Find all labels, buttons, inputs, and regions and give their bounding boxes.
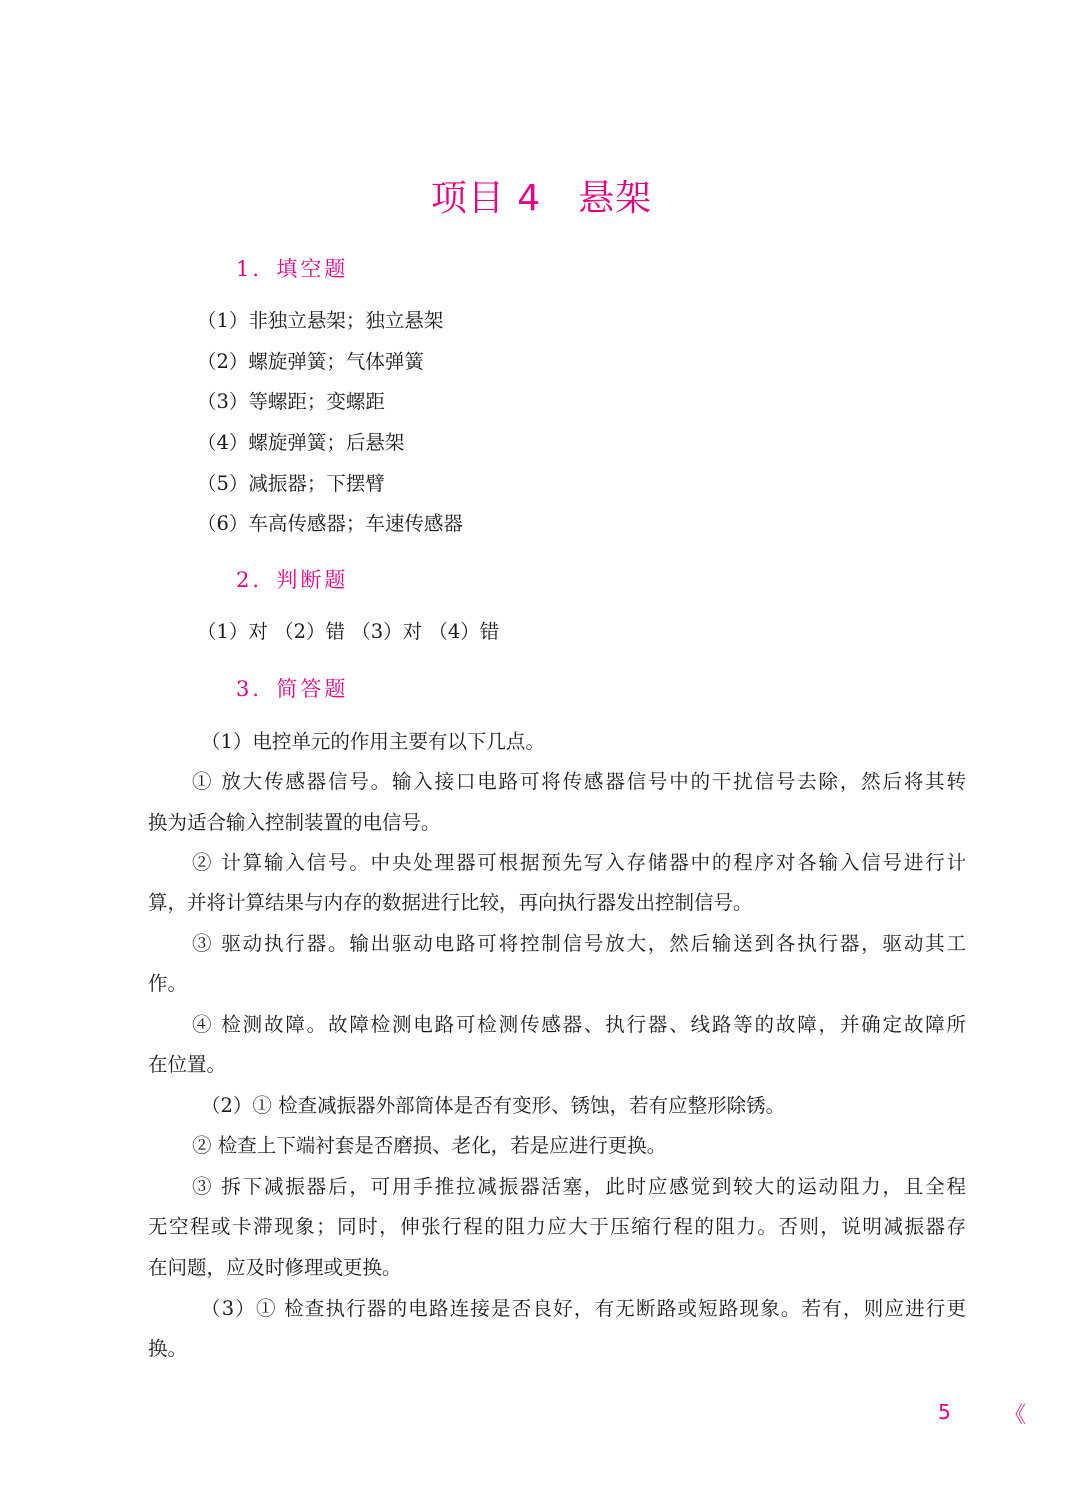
short-answer-q1-point1-line1: ① 放大传感器信号。输入接口电路可将传感器信号中的干扰信号去除，然后将其转 [192, 770, 966, 793]
short-answer-q1-point4-line2: 在位置。 [148, 1053, 227, 1076]
fill-blank-answer-1: （1）非独立悬架；独立悬架 [197, 309, 444, 332]
short-answer-q1-intro: （1）电控单元的作用主要有以下几点。 [201, 730, 545, 753]
short-answer-q1-point2-line1: ② 计算输入信号。中央处理器可根据预先写入存储器中的程序对各输入信号进行计 [192, 851, 966, 874]
page-number: 5 [938, 1400, 951, 1424]
page-title: 项目 4 悬架 [430, 178, 653, 219]
short-answer-q2-point3-line1: ③ 拆下减振器后，可用手推拉减振器活塞，此时应感觉到较大的运动阻力，且全程 [192, 1175, 966, 1198]
short-answer-q2-point3-line3: 在问题，应及时修理或更换。 [148, 1256, 402, 1279]
short-answer-q1-point3-line2: 作。 [148, 972, 188, 995]
short-answer-q2-point1: （2）① 检查减振器外部筒体是否有变形、锈蚀，若有应整形除锈。 [201, 1094, 786, 1117]
short-answer-q1-point3-line1: ③ 驱动执行器。输出驱动电路可将控制信号放大，然后输送到各执行器，驱动其工 [192, 932, 966, 955]
fill-blank-answer-5: （5）减振器；下摆臂 [197, 472, 385, 495]
fill-blank-answer-6: （6）车高传感器；车速传感器 [197, 512, 463, 535]
previous-page-chevron-icon[interactable]: 《 [1004, 1403, 1027, 1428]
fill-blank-answer-4: （4）螺旋弹簧；后悬架 [197, 431, 405, 454]
fill-blank-answer-2: （2）螺旋弹簧；气体弹簧 [197, 350, 424, 373]
short-answer-q1-point1-line2: 换为适合输入控制装置的电信号。 [148, 811, 441, 834]
fill-blank-answer-3: （3）等螺距；变螺距 [197, 390, 385, 413]
true-false-answers: （1）对 （2）错 （3）对 （4）错 [197, 620, 500, 643]
short-answer-q1-point4-line1: ④ 检测故障。故障检测电路可检测传感器、执行器、线路等的故障，并确定故障所 [192, 1013, 966, 1036]
short-answer-q2-point2: ② 检查上下端衬套是否磨损、老化，若是应进行更换。 [192, 1134, 667, 1157]
section-heading-short-answer: 3．简答题 [236, 677, 349, 701]
section-heading-fill-blank: 1．填空题 [236, 257, 349, 281]
short-answer-q2-point3-line2: 无空程或卡滞现象；同时，伸张行程的阻力应大于压缩行程的阻力。否则，说明减振器存 [148, 1215, 966, 1238]
short-answer-q3-point1-line2: 换。 [148, 1337, 188, 1360]
short-answer-q3-point1-line1: （3）① 检查执行器的电路连接是否良好，有无断路或短路现象。若有，则应进行更 [201, 1297, 966, 1320]
short-answer-q1-point2-line2: 算，并将计算结果与内存的数据进行比较，再向执行器发出控制信号。 [148, 891, 753, 914]
section-heading-true-false: 2．判断题 [236, 568, 349, 592]
